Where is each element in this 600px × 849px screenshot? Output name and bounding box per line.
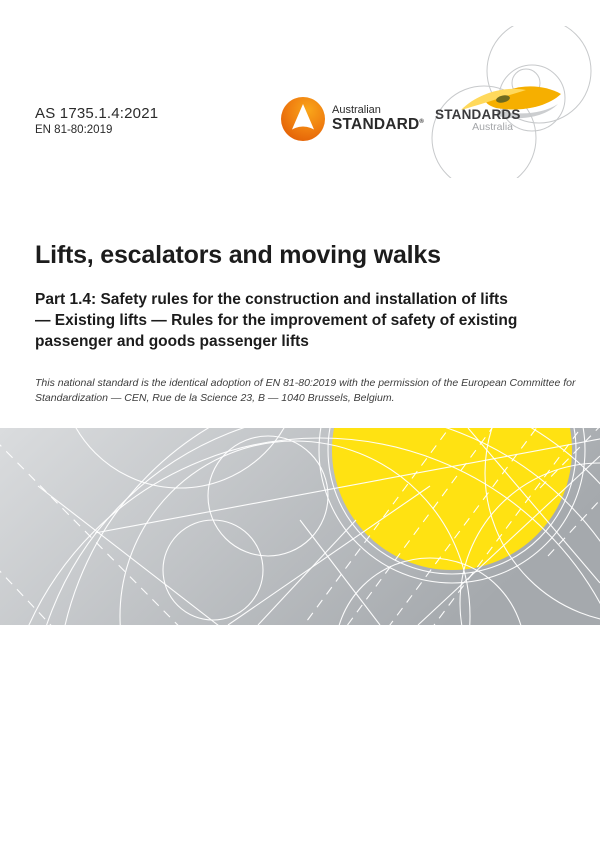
banner-geometry-icon bbox=[0, 428, 600, 625]
standards-australia-logo bbox=[424, 26, 600, 178]
registered-trademark-icon: ® bbox=[419, 119, 425, 126]
australian-standard-logo bbox=[281, 97, 424, 141]
standard-number: AS 1735.1.4:2021 bbox=[35, 105, 159, 122]
adoption-note bbox=[35, 376, 575, 405]
sa-logo-word-australia: Australia bbox=[472, 121, 513, 133]
note-line: Standardization — CEN, Rue de la Science 23, B — 1040 Brussels, Belgium. bbox=[35, 391, 395, 404]
note-line: This national standard is the identical adoption of EN 81-80:2019 with the permission of the European Committee for bbox=[35, 377, 576, 389]
subtitle-line: — Existing lifts — Rules for the improvement of safety of existing bbox=[35, 312, 518, 329]
australian-standard-mark-icon bbox=[281, 97, 325, 141]
subtitle-line: Part 1.4: Safety rules for the construction and installation of lifts bbox=[35, 291, 508, 308]
document-subtitle bbox=[35, 289, 517, 352]
european-standard-number: EN 81-80:2019 bbox=[35, 124, 113, 136]
as-logo-wordmark bbox=[332, 105, 424, 133]
document-title: Lifts, escalators and moving walks bbox=[35, 241, 441, 269]
as-logo-word-australian: Australian bbox=[332, 104, 381, 117]
standard-designation bbox=[35, 105, 158, 138]
as-logo-word-standard: STANDARD® bbox=[332, 116, 425, 134]
subtitle-line: passenger and goods passenger lifts bbox=[35, 333, 309, 350]
standards-australia-rings-icon bbox=[424, 26, 600, 178]
banner-artwork bbox=[0, 428, 600, 625]
sa-logo-word-standards: STANDARDS bbox=[435, 107, 521, 122]
